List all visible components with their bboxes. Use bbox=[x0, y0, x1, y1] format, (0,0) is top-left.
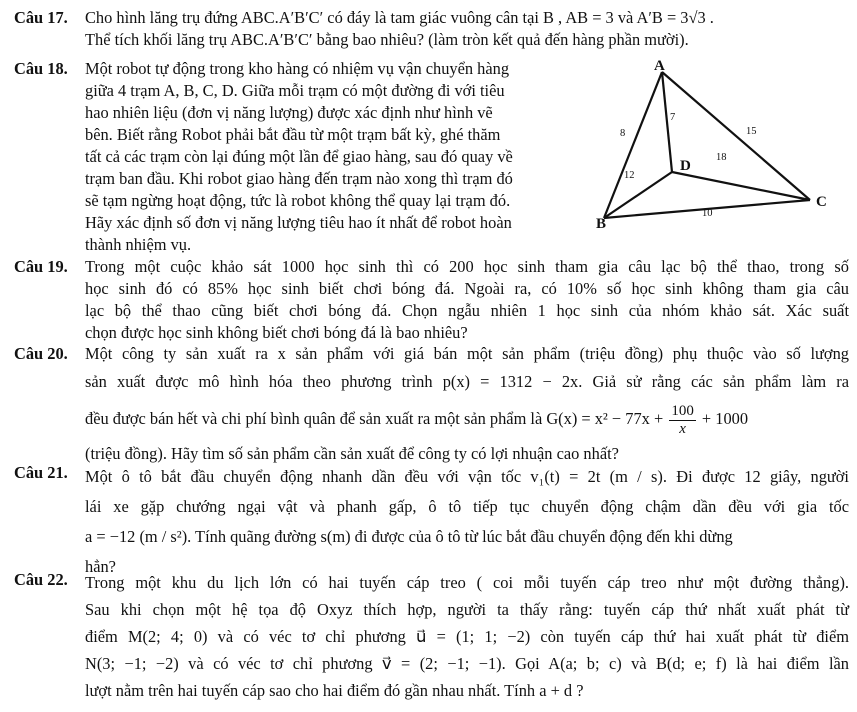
question-19-line: Trong một cuộc khảo sát 1000 học sinh thì có 200 học sinh tham gia câu lạc bộ thể thao, trong số bbox=[85, 257, 849, 276]
question-18-label: Câu 18. bbox=[14, 59, 68, 78]
question-22-line: Sau khi chọn một hệ tọa độ Oxyz thích hợp, người ta thấy rằng: tuyến cáp thứ nhất xuất phát từ bbox=[85, 600, 849, 619]
vertex-b-label: B bbox=[596, 216, 607, 230]
question-17-line: Thể tích khối lăng trụ ABC.A′B′C′ bằng bao nhiêu? (làm tròn kết quả đến hàng phần mười). bbox=[85, 30, 689, 49]
question-21-label: Câu 21. bbox=[14, 463, 68, 482]
edge-dc-weight: 10 bbox=[702, 208, 713, 219]
question-21-line: Một ô tô bắt đầu chuyển động nhanh dần đều với vận tốc v₁(t) = 2t (m / s). Đi được 12 giây, người bbox=[85, 467, 849, 486]
edge-ad-weight: 7 bbox=[670, 112, 676, 123]
question-22 bbox=[14, 569, 849, 704]
robot-station-graph bbox=[596, 58, 836, 230]
question-20-line: sản xuất được mô hình hóa theo phương trình p(x) = 1312 − 2x. Giả sử rằng các sản phẩm làm ra bbox=[85, 372, 849, 391]
question-20-formula-line bbox=[85, 399, 849, 439]
question-21-line: a = −12 (m / s²). Tính quãng đường s(m) đi được của ô tô từ lúc bắt đầu chuyển động đến khi dừng bbox=[85, 527, 733, 546]
question-18-line: Hãy xác định số đơn vị năng lượng tiêu hao ít nhất để robot hoàn bbox=[85, 213, 512, 232]
question-22-line: lượt nằm trên hai tuyến cáp sao cho hai điểm đó gần nhau nhất. Tính a + d ? bbox=[85, 681, 584, 700]
question-18-line: trạm ban đầu. Khi robot giao hàng đến trạm nào xong thì trạm đó bbox=[85, 169, 513, 188]
question-22-label: Câu 22. bbox=[14, 570, 68, 589]
question-20-line: Một công ty sản xuất ra x sản phẩm với giá bán một sản phẩm (triệu đồng) phụ thuộc vào số lượng bbox=[85, 344, 849, 363]
question-19-line: lạc bộ thể thao cũng biết chơi bóng đá. Chọn ngẫu nhiên 1 học sinh của nhóm khảo sát. Xác suất bbox=[85, 301, 849, 320]
question-18-line: giữa 4 trạm A, B, C, D. Giữa mỗi trạm có một đường đi với tiêu bbox=[85, 81, 505, 100]
question-21 bbox=[14, 462, 849, 582]
vertex-d-label: D bbox=[680, 158, 691, 174]
question-20 bbox=[14, 343, 849, 465]
question-21-line: lái xe gặp chướng ngại vật và phanh gấp, ô tô tiếp tục chuyển động chậm dần đều với gia tốc bbox=[85, 497, 849, 516]
question-21-line: hẳn? bbox=[85, 557, 116, 576]
question-19-line: chọn được học sinh không biết chơi bóng đá là bao nhiêu? bbox=[85, 323, 468, 342]
question-22-line: N(3; −1; −2) và có véc tơ chỉ phương v⃗ = (2; −1; −1). Gọi A(a; b; c) và B(d; e; f) là hai điểm lần bbox=[85, 654, 849, 673]
edge-a-c bbox=[662, 72, 810, 200]
question-19-line: học sinh đó có 85% học sinh biết chơi bóng đá. Ngoài ra, có 10% số học sinh không tham gia câu bbox=[85, 279, 849, 298]
question-22-line: Trong một khu du lịch lớn có hai tuyến cáp treo ( coi mỗi tuyến cáp treo như một đường thẳng). bbox=[85, 573, 849, 592]
fraction-denominator: x bbox=[679, 420, 686, 437]
question-19-label: Câu 19. bbox=[14, 257, 68, 276]
vertex-a-label: A bbox=[654, 58, 665, 74]
question-17-line: Cho hình lăng trụ đứng ABC.A′B′C′ có đáy là tam giác vuông cân tại B , AB = 3 và A′B = 3√3 . bbox=[85, 8, 714, 27]
edge-bd-weight: 12 bbox=[624, 170, 635, 181]
question-19 bbox=[14, 256, 849, 344]
fraction-numerator: 100 bbox=[671, 402, 694, 419]
question-18-line: hao nhiên liệu (đơn vị năng lượng) được xác định như hình vẽ bbox=[85, 103, 493, 122]
question-18-line: bên. Biết rằng Robot phải bắt đầu từ một trạm bất kỳ, ghé thăm bbox=[85, 125, 501, 144]
fraction bbox=[669, 403, 696, 438]
question-17 bbox=[14, 7, 849, 51]
question-20-label: Câu 20. bbox=[14, 344, 68, 363]
edge-bc-diag-weight: 18 bbox=[716, 152, 727, 163]
question-18-line: sẽ tạm ngừng hoạt động, tức là robot không thể quay lại trạm đó. bbox=[85, 191, 511, 210]
edge-d-c bbox=[672, 172, 810, 200]
question-22-line: điểm M(2; 4; 0) và có véc tơ chỉ phương u⃗ = (1; 1; −2) còn tuyến cáp thứ hai xuất phát từ điểm bbox=[85, 627, 849, 646]
question-20-line: (triệu đồng). Hãy tìm số sản phẩm cần sản xuất để công ty có lợi nhuận cao nhất? bbox=[85, 444, 619, 463]
edge-ac-weight: 15 bbox=[746, 126, 757, 137]
question-18-line: tất cả các trạm còn lại đúng một lần để giao hàng, sau đó quay về bbox=[85, 147, 513, 166]
question-20-formula-pre: đều được bán hết và chi phí bình quân để sản xuất ra một sản phẩm là G(x) = x² − 77x + bbox=[85, 409, 664, 428]
question-20-formula-post: + 1000 bbox=[701, 409, 749, 428]
vertex-c-label: C bbox=[816, 194, 827, 210]
edge-a-b bbox=[604, 72, 662, 218]
question-17-label: Câu 17. bbox=[14, 8, 68, 27]
edge-ab-weight: 8 bbox=[620, 128, 626, 139]
question-18-line: Một robot tự động trong kho hàng có nhiệm vụ vận chuyển hàng bbox=[85, 59, 510, 78]
question-18-line: thành nhiệm vụ. bbox=[85, 235, 192, 254]
